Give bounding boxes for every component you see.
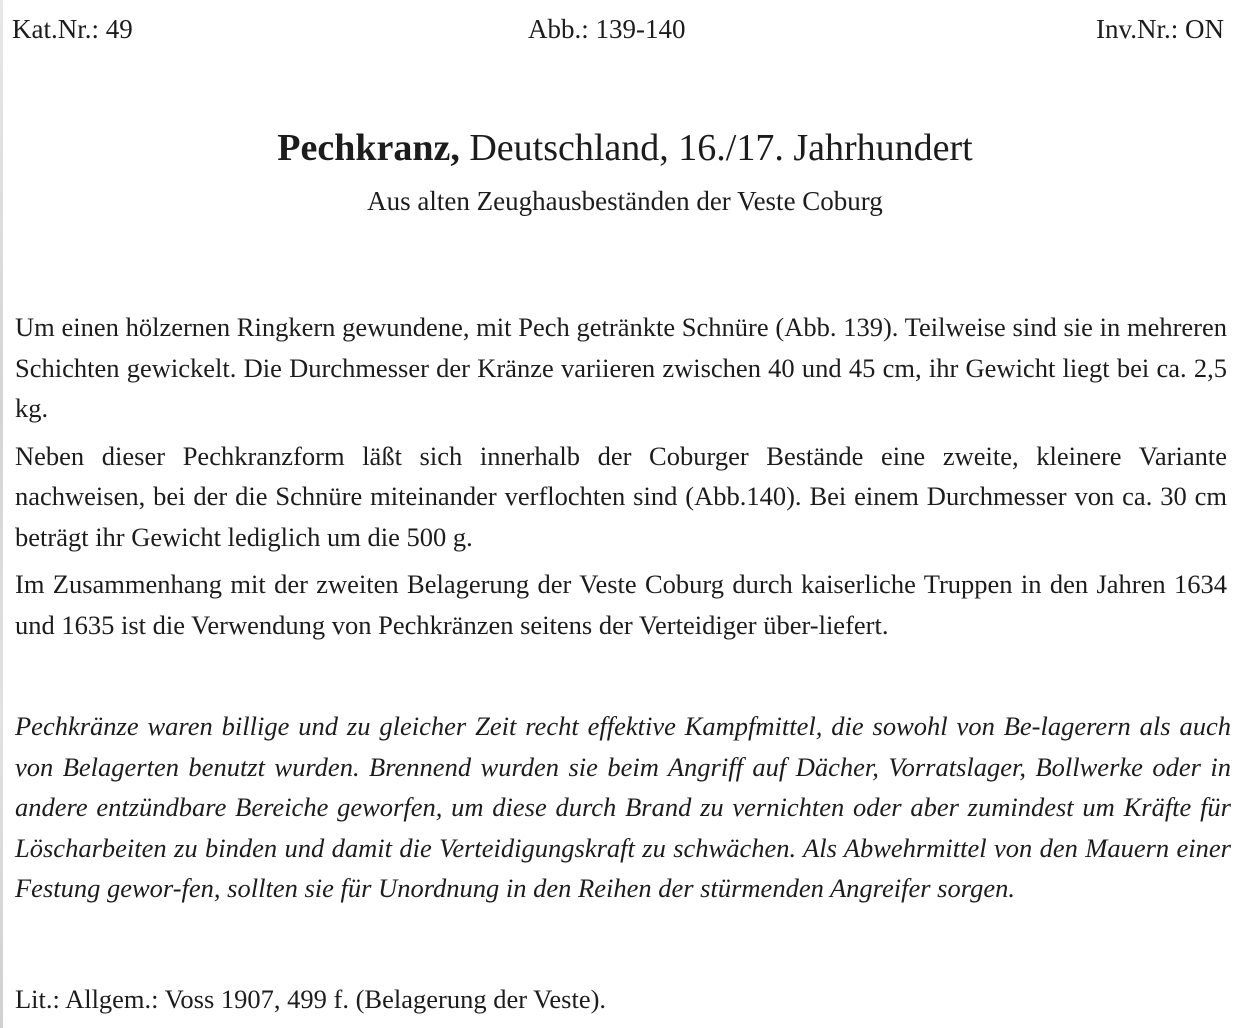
paragraph-usage: Pechkränze waren billige und zu gleicher Zeit recht effektive Kampfmittel, die sowohl von Be-lagerern als auch von Belagerten benutzt wurden. Brennend wurden sie beim Angriff auf Dächer, Vorratslager, Bollwerke oder in andere entzündbare Bereiche geworfen, um diese durch Brand zu vernichten oder aber zumindest um Kräfte für Löscharbeiten zu binden und damit die Verteidigungskraft zu schwächen. Als Abwehrmittel von den Mauern einer Festung gewor-fen, sollten sie für Unordnung in den Reihen der stürmenden Angreifer sorgen. — [15, 711, 1231, 903]
paragraph-variant: Neben dieser Pechkranzform läßt sich innerhalb der Coburger Bestände eine zweite, kleinere Variante nachweisen, bei der die Schnüre miteinander verflochten sind (Abb.140). Bei einem Durchmesser von ca. 30 cm beträgt ihr Gewicht lediglich um die 500 g. — [15, 440, 1227, 552]
literature-reference: Lit.: Allgem.: Voss 1907, 499 f. (Belagerung der Veste). — [15, 984, 607, 1014]
description-body — [15, 307, 1227, 652]
title-object-name: Pechkranz, — [277, 127, 460, 169]
page-title — [0, 126, 1250, 170]
page-header — [0, 14, 1250, 54]
paragraph-description: Um einen hölzernen Ringkern gewundene, mit Pech getränkte Schnüre (Abb. 139). Teilweise sind sie in mehreren Schichten gewickelt. Die Durchmesser der Kränze variieren zwischen 40 und 45 cm, ihr Gewicht liegt bei ca. 2,5 kg. — [15, 312, 1227, 423]
page-subtitle: Aus alten Zeughausbeständen der Veste Coburg — [367, 186, 883, 216]
paragraph-history: Im Zusammenhang mit der zweiten Belagerung der Veste Coburg durch kaiserliche Truppen in den Jahren 1634 und 1635 ist die Verwendung von Pechkränzen seitens der Verteidiger über-liefert. — [15, 569, 1227, 640]
figure-reference: Abb.: 139-140 — [528, 14, 686, 44]
title-origin-date: Deutschland, 16./17. Jahrhundert — [459, 127, 973, 169]
usage-commentary — [15, 706, 1231, 909]
catalog-number: Kat.Nr.: 49 — [12, 14, 133, 44]
inventory-number: Inv.Nr.: ON — [1096, 14, 1224, 44]
